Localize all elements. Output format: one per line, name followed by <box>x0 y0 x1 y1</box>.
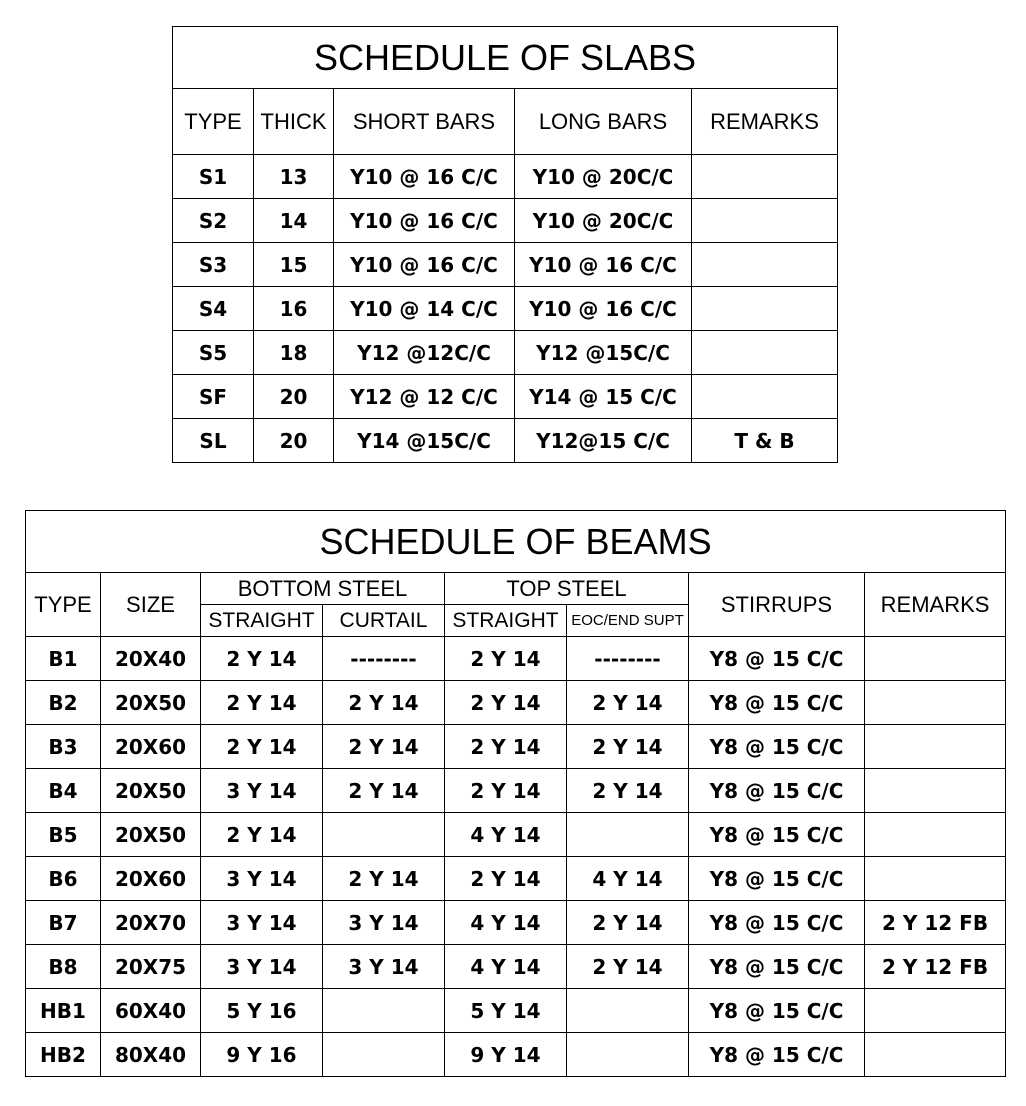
slab-thick-cell: 20 <box>254 419 334 463</box>
table-row <box>26 945 1006 989</box>
slab-short-bars-cell: Y12 @ 12 C/C <box>334 375 515 419</box>
slab-type-cell: S5 <box>173 331 254 375</box>
slab-header-short-bars: SHORT BARS <box>334 89 515 155</box>
slab-remarks-cell <box>692 243 838 287</box>
table-row <box>173 199 838 243</box>
slab-header-long-bars: LONG BARS <box>515 89 692 155</box>
slab-short-bars-cell: Y12 @12C/C <box>334 331 515 375</box>
slab-type-cell: S2 <box>173 199 254 243</box>
beam-bottom-straight-cell: 3 Y 14 <box>201 857 323 901</box>
beam-top-eoc-cell: 2 Y 14 <box>567 725 689 769</box>
beam-type-cell: B7 <box>26 901 101 945</box>
slab-header-remarks: REMARKS <box>692 89 838 155</box>
slab-long-bars-cell: Y10 @ 20C/C <box>515 199 692 243</box>
slab-thick-cell: 20 <box>254 375 334 419</box>
slab-long-bars-cell: Y14 @ 15 C/C <box>515 375 692 419</box>
slab-type-cell: SF <box>173 375 254 419</box>
beam-type-cell: B3 <box>26 725 101 769</box>
beam-schedule-title: SCHEDULE OF BEAMS <box>26 511 1006 573</box>
beam-size-cell: 20X70 <box>101 901 201 945</box>
beam-bottom-curtail-cell: 2 Y 14 <box>323 681 445 725</box>
beam-header-top-straight: STRAIGHT <box>445 605 567 637</box>
slab-remarks-cell <box>692 331 838 375</box>
table-row <box>26 637 1006 681</box>
beam-header-eoc-end-supt: EOC/END SUPT <box>567 605 689 637</box>
beam-bottom-curtail-cell: -------- <box>323 637 445 681</box>
table-row <box>26 769 1006 813</box>
beam-size-cell: 20X40 <box>101 637 201 681</box>
beam-type-cell: HB1 <box>26 989 101 1033</box>
beam-top-eoc-cell: 2 Y 14 <box>567 901 689 945</box>
beam-remarks-cell <box>865 769 1006 813</box>
table-row <box>26 725 1006 769</box>
beam-bottom-curtail-cell: 2 Y 14 <box>323 769 445 813</box>
beam-remarks-cell <box>865 989 1006 1033</box>
beam-bottom-curtail-cell: 3 Y 14 <box>323 901 445 945</box>
beam-type-cell: HB2 <box>26 1033 101 1077</box>
slab-short-bars-cell: Y10 @ 16 C/C <box>334 243 515 287</box>
beam-header-type: TYPE <box>26 573 101 637</box>
slab-remarks-cell <box>692 199 838 243</box>
table-row <box>26 681 1006 725</box>
table-row <box>173 155 838 199</box>
slab-long-bars-cell: Y10 @ 20C/C <box>515 155 692 199</box>
beam-type-cell: B4 <box>26 769 101 813</box>
beam-header-remarks: REMARKS <box>865 573 1006 637</box>
beam-stirrups-cell: Y8 @ 15 C/C <box>689 1033 865 1077</box>
beam-stirrups-cell: Y8 @ 15 C/C <box>689 989 865 1033</box>
beam-bottom-straight-cell: 2 Y 14 <box>201 725 323 769</box>
slab-long-bars-cell: Y12 @15C/C <box>515 331 692 375</box>
slab-remarks-cell: T & B <box>692 419 838 463</box>
slab-type-cell: S3 <box>173 243 254 287</box>
beam-remarks-cell: 2 Y 12 FB <box>865 945 1006 989</box>
table-row <box>173 331 838 375</box>
slab-remarks-cell <box>692 287 838 331</box>
beam-bottom-straight-cell: 3 Y 14 <box>201 769 323 813</box>
beam-stirrups-cell: Y8 @ 15 C/C <box>689 945 865 989</box>
beam-top-straight-cell: 2 Y 14 <box>445 857 567 901</box>
beam-remarks-cell <box>865 637 1006 681</box>
beam-remarks-cell: 2 Y 12 FB <box>865 901 1006 945</box>
beam-title-row <box>26 511 1006 573</box>
beam-bottom-straight-cell: 3 Y 14 <box>201 945 323 989</box>
beam-bottom-straight-cell: 9 Y 16 <box>201 1033 323 1077</box>
slab-type-cell: SL <box>173 419 254 463</box>
beam-header-size: SIZE <box>101 573 201 637</box>
beam-stirrups-cell: Y8 @ 15 C/C <box>689 681 865 725</box>
beam-schedule-table <box>25 510 1006 1077</box>
slab-title-row <box>173 27 838 89</box>
beam-header-stirrups: STIRRUPS <box>689 573 865 637</box>
beam-top-straight-cell: 4 Y 14 <box>445 945 567 989</box>
slab-short-bars-cell: Y10 @ 16 C/C <box>334 155 515 199</box>
beam-type-cell: B2 <box>26 681 101 725</box>
table-row <box>173 375 838 419</box>
beam-top-straight-cell: 2 Y 14 <box>445 725 567 769</box>
slab-thick-cell: 16 <box>254 287 334 331</box>
beam-header-bottom-straight: STRAIGHT <box>201 605 323 637</box>
beam-type-cell: B6 <box>26 857 101 901</box>
slab-short-bars-cell: Y10 @ 16 C/C <box>334 199 515 243</box>
beam-top-eoc-cell <box>567 813 689 857</box>
beam-type-cell: B1 <box>26 637 101 681</box>
table-row <box>26 989 1006 1033</box>
beam-size-cell: 60X40 <box>101 989 201 1033</box>
beam-stirrups-cell: Y8 @ 15 C/C <box>689 725 865 769</box>
beam-top-straight-cell: 2 Y 14 <box>445 681 567 725</box>
beam-top-straight-cell: 4 Y 14 <box>445 901 567 945</box>
slab-short-bars-cell: Y10 @ 14 C/C <box>334 287 515 331</box>
slab-remarks-cell <box>692 155 838 199</box>
beam-size-cell: 20X75 <box>101 945 201 989</box>
beam-top-straight-cell: 2 Y 14 <box>445 769 567 813</box>
beam-top-eoc-cell: 2 Y 14 <box>567 945 689 989</box>
table-row <box>173 419 838 463</box>
beam-stirrups-cell: Y8 @ 15 C/C <box>689 637 865 681</box>
beam-bottom-straight-cell: 2 Y 14 <box>201 813 323 857</box>
beam-remarks-cell <box>865 857 1006 901</box>
slab-schedule-table <box>172 26 838 463</box>
beam-bottom-straight-cell: 2 Y 14 <box>201 681 323 725</box>
beam-bottom-straight-cell: 3 Y 14 <box>201 901 323 945</box>
beam-bottom-curtail-cell: 3 Y 14 <box>323 945 445 989</box>
beam-stirrups-cell: Y8 @ 15 C/C <box>689 769 865 813</box>
beam-remarks-cell <box>865 725 1006 769</box>
beam-type-cell: B8 <box>26 945 101 989</box>
slab-type-cell: S4 <box>173 287 254 331</box>
beam-bottom-curtail-cell <box>323 1033 445 1077</box>
slab-schedule-title: SCHEDULE OF SLABS <box>173 27 838 89</box>
slab-long-bars-cell: Y10 @ 16 C/C <box>515 243 692 287</box>
beam-bottom-curtail-cell: 2 Y 14 <box>323 725 445 769</box>
beam-size-cell: 20X50 <box>101 813 201 857</box>
beam-bottom-straight-cell: 2 Y 14 <box>201 637 323 681</box>
slab-long-bars-cell: Y10 @ 16 C/C <box>515 287 692 331</box>
beam-remarks-cell <box>865 813 1006 857</box>
beam-top-eoc-cell: 4 Y 14 <box>567 857 689 901</box>
table-row <box>26 1033 1006 1077</box>
table-row <box>26 857 1006 901</box>
beam-top-eoc-cell: 2 Y 14 <box>567 769 689 813</box>
beam-size-cell: 20X50 <box>101 769 201 813</box>
slab-thick-cell: 15 <box>254 243 334 287</box>
slab-remarks-cell <box>692 375 838 419</box>
beam-remarks-cell <box>865 1033 1006 1077</box>
slab-header-row <box>173 89 838 155</box>
table-row <box>26 901 1006 945</box>
beam-top-straight-cell: 4 Y 14 <box>445 813 567 857</box>
slab-header-type: TYPE <box>173 89 254 155</box>
slab-header-thick: THICK <box>254 89 334 155</box>
beam-header-bottom-steel: BOTTOM STEEL <box>201 573 445 605</box>
table-row <box>173 243 838 287</box>
slab-type-cell: S1 <box>173 155 254 199</box>
beam-top-straight-cell: 2 Y 14 <box>445 637 567 681</box>
table-row <box>26 813 1006 857</box>
beam-stirrups-cell: Y8 @ 15 C/C <box>689 901 865 945</box>
beam-size-cell: 20X50 <box>101 681 201 725</box>
table-row <box>173 287 838 331</box>
beam-top-straight-cell: 5 Y 14 <box>445 989 567 1033</box>
slab-thick-cell: 18 <box>254 331 334 375</box>
beam-top-eoc-cell: -------- <box>567 637 689 681</box>
beam-bottom-curtail-cell <box>323 813 445 857</box>
beam-top-straight-cell: 9 Y 14 <box>445 1033 567 1077</box>
beam-header-top-steel: TOP STEEL <box>445 573 689 605</box>
beam-header-row-1 <box>26 573 1006 605</box>
beam-size-cell: 20X60 <box>101 857 201 901</box>
beam-header-bottom-curtail: CURTAIL <box>323 605 445 637</box>
beam-bottom-curtail-cell <box>323 989 445 1033</box>
slab-thick-cell: 14 <box>254 199 334 243</box>
slab-short-bars-cell: Y14 @15C/C <box>334 419 515 463</box>
beam-top-eoc-cell <box>567 989 689 1033</box>
slab-thick-cell: 13 <box>254 155 334 199</box>
beam-stirrups-cell: Y8 @ 15 C/C <box>689 813 865 857</box>
beam-bottom-curtail-cell: 2 Y 14 <box>323 857 445 901</box>
beam-size-cell: 20X60 <box>101 725 201 769</box>
beam-stirrups-cell: Y8 @ 15 C/C <box>689 857 865 901</box>
slab-long-bars-cell: Y12@15 C/C <box>515 419 692 463</box>
beam-top-eoc-cell <box>567 1033 689 1077</box>
beam-top-eoc-cell: 2 Y 14 <box>567 681 689 725</box>
beam-remarks-cell <box>865 681 1006 725</box>
beam-type-cell: B5 <box>26 813 101 857</box>
beam-bottom-straight-cell: 5 Y 16 <box>201 989 323 1033</box>
beam-size-cell: 80X40 <box>101 1033 201 1077</box>
